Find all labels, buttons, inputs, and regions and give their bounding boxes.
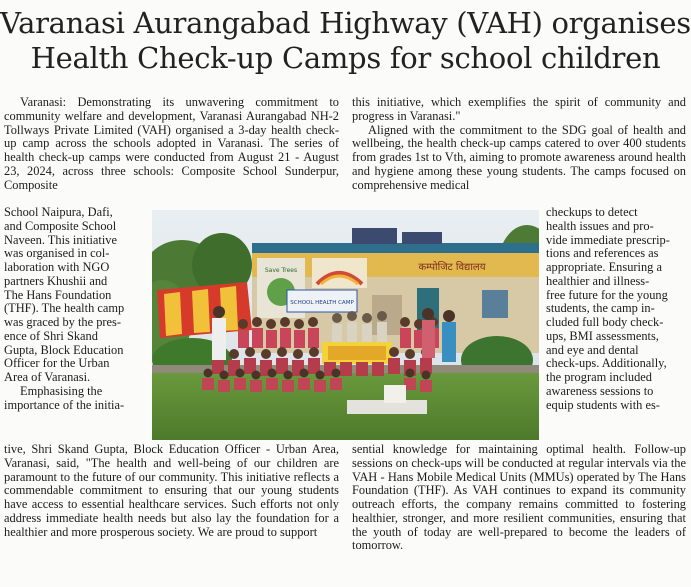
left-line: (THF). The health camp [4,301,125,316]
right-line: ups, BMI assessments, [546,328,659,343]
left-line: partners Khushii and [4,273,108,288]
left-paragraph-1-top: Varanasi: Demonstrating its unwavering commitment to community welfare and development, Varanasi Aurangabad NH-2 Tollways Private Limited (VAH) organised a 3-day health check-up camp across the schools adopted in Varanasi. The series of health check-up camps were conducted from August 21 - August 23, 2024, across three schools: Composite School Sunderpur, Composite [4,95,339,192]
right-line: students, the camp in- [546,301,655,316]
left-line: Area of Varanasi. [4,370,91,384]
right-line: appropriate. Ensuring a [546,260,662,274]
health-camp-group-photo [152,210,539,440]
left-line: Gupta, Block Education [4,342,124,357]
right-line: vide immediate prescrip- [546,232,670,247]
school-health-camp-banner: SCHOOL HEALTH CAMP [290,300,354,306]
left-line: and Composite School [4,218,117,233]
right-line: the program included [546,370,652,384]
left-line: School Naipura, Dafi, [4,205,113,219]
right-column-bottom [352,443,686,553]
right-line: checkups to detect [546,205,638,219]
save-trees-sign: Save Trees [264,267,298,274]
right-line: check-ups. Additionally, [546,356,667,371]
left-line: Emphasising the [20,383,103,398]
left-column-bottom [4,443,339,539]
right-paragraph-2-bottom: sential knowledge for maintaining optimal health. Follow-up sessions on check-ups will be conducted at regular intervals via the VAH - Hans Mobile Medical Units (MMUs) operated by The Hans Foundation (THF). As VAH continues to expand its community outreach efforts, the company remains committed to fostering healthier, stronger, and more resilient communities, ensuring that the youth of today are well-prepared to become the leaders of tomorrow. [352,442,686,553]
article-photo [152,210,539,440]
left-line: was organised in col- [4,246,110,261]
left-column-top [4,96,339,192]
left-line: Naveen. This initiative [4,232,117,247]
right-paragraph-2-top: Aligned with the commitment to the SDG goal of health and wellbeing, the health check-up camps catered to over 400 students from grades 1st to Vth, aiming to promote awareness around health and hygiene among these young students. The camps focused on comprehensive medical [352,122,686,192]
headline-line-2: Health Check-up Camps for school children [30,41,661,75]
right-line: equip students with es- [546,397,660,412]
right-line: tions and references as [546,246,659,261]
right-paragraph-1: this initiative, which exemplifies the spirit of community and progress in Varanasi." [352,95,686,123]
school-sign-text: कम्पोजिट विद्यालय [418,262,486,273]
left-line: was graced by the pres- [4,315,121,329]
right-column-top [352,96,686,192]
article-headline [0,6,691,76]
left-column-narrow [4,206,145,412]
left-line: laboration with NGO [4,260,110,274]
right-column-narrow [546,206,686,412]
right-line: health issues and pro- [546,218,654,233]
right-line: awareness sessions to [546,383,654,398]
right-line: cluded full body check- [546,315,664,329]
right-line: healthier and illness- [546,273,650,288]
headline-line-1: Varanasi Aurangabad Highway (VAH) organises [0,6,691,40]
left-line: importance of the initia- [4,397,125,412]
right-line: free future for the young [546,287,668,302]
right-line: and eye and dental [546,342,639,357]
left-line: The Hans Foundation [4,287,112,302]
left-paragraph-2-bottom: tive, Shri Skand Gupta, Block Education Officer - Urban Area, Varanasi, said, "The health and well-being of our children are paramount to the future of our community. This initiative reflects a commendable commitment to ensuring that our young students have access to essential healthcare services. Such efforts not only address immediate health needs but also lay the foundation for a healthier and more prosperous society. We are proud to support [4,442,339,539]
left-line: ence of Shri Skand [4,328,98,343]
left-line: Officer for the Urban [4,356,110,371]
